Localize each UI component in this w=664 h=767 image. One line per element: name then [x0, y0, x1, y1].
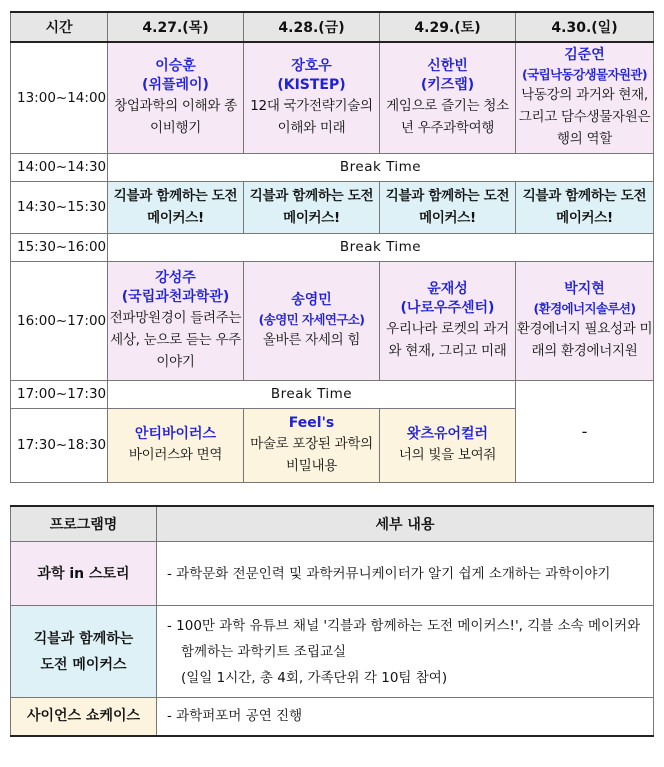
speaker-name: 이승훈: [155, 57, 196, 74]
time-slot-1730: 17:30~18:30: [11, 408, 108, 482]
speaker-name: 김준연: [564, 46, 605, 63]
program-detail-header: 세부 내용: [157, 506, 654, 542]
program-row-showcase: [11, 698, 654, 736]
speaker-org: (환경에너지솔루션): [533, 300, 636, 316]
detail-text: - 과학퍼포머 공연 진행: [167, 708, 303, 725]
lecture-cell: [244, 261, 380, 380]
performer-name: 안티바이러스: [134, 425, 217, 442]
program-row-story: [11, 542, 654, 606]
lecture-title: 환경에너지 필요성과 미래의 환경에너지원: [516, 320, 653, 359]
lecture-title: 창업과학의 이해와 종이비행기: [114, 97, 237, 136]
date-header-0429: 4.29.(토): [380, 12, 516, 42]
lecture-title: 올바른 자세의 힘: [262, 331, 361, 348]
speaker-name: 신한빈: [427, 57, 468, 74]
speaker-org: (국립낙동강생물자원관): [522, 66, 647, 82]
program-name: 사이언스 쇼케이스: [11, 698, 157, 736]
program-name-header: 프로그램명: [11, 506, 157, 542]
schedule-row-break2: [11, 233, 654, 261]
program-row-geekble: [11, 606, 654, 698]
lecture-cell: [380, 261, 516, 380]
date-header-0427: 4.27.(목): [108, 12, 244, 42]
speaker-org: (키즈랩): [420, 76, 475, 93]
speaker-name: 윤재성: [427, 280, 468, 297]
lecture-cell: [380, 42, 516, 153]
lecture-cell: [244, 42, 380, 153]
time-slot-1430: 14:30~15:30: [11, 181, 108, 233]
time-slot-1400: 14:00~14:30: [11, 153, 108, 181]
program-name: 과학 in 스토리: [11, 542, 157, 606]
break-time: Break Time: [108, 380, 516, 408]
workshop-cell: 긱블과 함께하는 도전 메이커스!: [516, 181, 654, 233]
speaker-name: 강성주: [155, 269, 196, 286]
schedule-row-break1: [11, 153, 654, 181]
lecture-title: 우리나라 로켓의 과거와 현재, 그리고 미래: [386, 320, 509, 359]
program-name: [11, 606, 157, 698]
schedule-header-row: [11, 12, 654, 42]
schedule-row-break3: [11, 380, 654, 408]
workshop-cell: 긱블과 함께하는 도전 메이커스!: [244, 181, 380, 233]
program-header-row: [11, 506, 654, 542]
program-detail: [157, 698, 654, 736]
time-slot-1300: 13:00~14:00: [11, 42, 108, 153]
speaker-org: (KISTEP): [277, 76, 346, 93]
show-title: 마술로 포장된 과학의 비밀내용: [250, 435, 373, 474]
lecture-title: 게임으로 즐기는 청소년 우주과학여행: [386, 97, 509, 136]
lecture-title: 12대 국가전략기술의 이해와 미래: [250, 97, 373, 136]
program-name-line: 긱블과 함께하는: [33, 630, 134, 647]
detail-text: - 100만 과학 유튜브 채널 '긱블과 함께하는 도전 메이커스!', 긱블 소속 메이커와 함께하는 과학키트 조립교실: [167, 617, 641, 660]
show-title: 바이러스와 면역: [128, 446, 223, 463]
date-header-0428: 4.28.(금): [244, 12, 380, 42]
break-time: Break Time: [108, 233, 654, 261]
speaker-name: 박지현: [564, 280, 605, 297]
detail-text: - 과학문화 전문인력 및 과학커뮤니케이터가 알기 쉽게 소개하는 과학이야기: [167, 565, 611, 582]
program-name-line: 도전 메이커스: [40, 656, 127, 673]
show-cell: [380, 408, 516, 482]
speaker-name: 장호우: [291, 57, 332, 74]
break-time: Break Time: [108, 153, 654, 181]
schedule-row-slot2: [11, 181, 654, 233]
performer-name: Feel's: [288, 414, 335, 431]
show-cell: [244, 408, 380, 482]
workshop-cell: 긱블과 함께하는 도전 메이커스!: [380, 181, 516, 233]
program-detail: [157, 606, 654, 698]
speaker-org: (국립과천과학관): [121, 288, 230, 305]
time-slot-1530: 15:30~16:00: [11, 233, 108, 261]
time-slot-1700: 17:00~17:30: [11, 380, 108, 408]
time-slot-1600: 16:00~17:00: [11, 261, 108, 380]
show-title: 너의 빛을 보여줘: [398, 446, 497, 463]
detail-note: (일일 1시간, 총 4회, 가족단위 각 10팀 참여): [181, 669, 448, 686]
performer-name: 왓츠유어컬러: [406, 425, 489, 442]
lecture-cell: [108, 42, 244, 153]
speaker-name: 송영민: [291, 291, 332, 308]
date-header-0430: 4.30.(일): [516, 12, 654, 42]
lecture-cell: [516, 261, 654, 380]
lecture-cell: [516, 42, 654, 153]
speaker-org: (송영민 자세연구소): [258, 311, 365, 327]
lecture-cell: [108, 261, 244, 380]
schedule-table: [10, 11, 654, 483]
program-detail: [157, 542, 654, 606]
schedule-row-slot1: [11, 42, 654, 153]
program-table: [10, 505, 654, 737]
workshop-cell: 긱블과 함께하는 도전 메이커스!: [108, 181, 244, 233]
speaker-org: (나로우주센터): [400, 299, 495, 316]
show-cell: [108, 408, 244, 482]
schedule-row-slot3: [11, 261, 654, 380]
lecture-title: 낙동강의 과거와 현재, 그리고 담수생물자원은행의 역할: [518, 86, 651, 147]
empty-cell: -: [516, 380, 654, 482]
speaker-org: (위플레이): [142, 76, 209, 93]
lecture-title: 전파망원경이 들려주는 세상, 눈으로 듣는 우주이야기: [109, 309, 242, 370]
time-column-header: 시간: [11, 12, 108, 42]
